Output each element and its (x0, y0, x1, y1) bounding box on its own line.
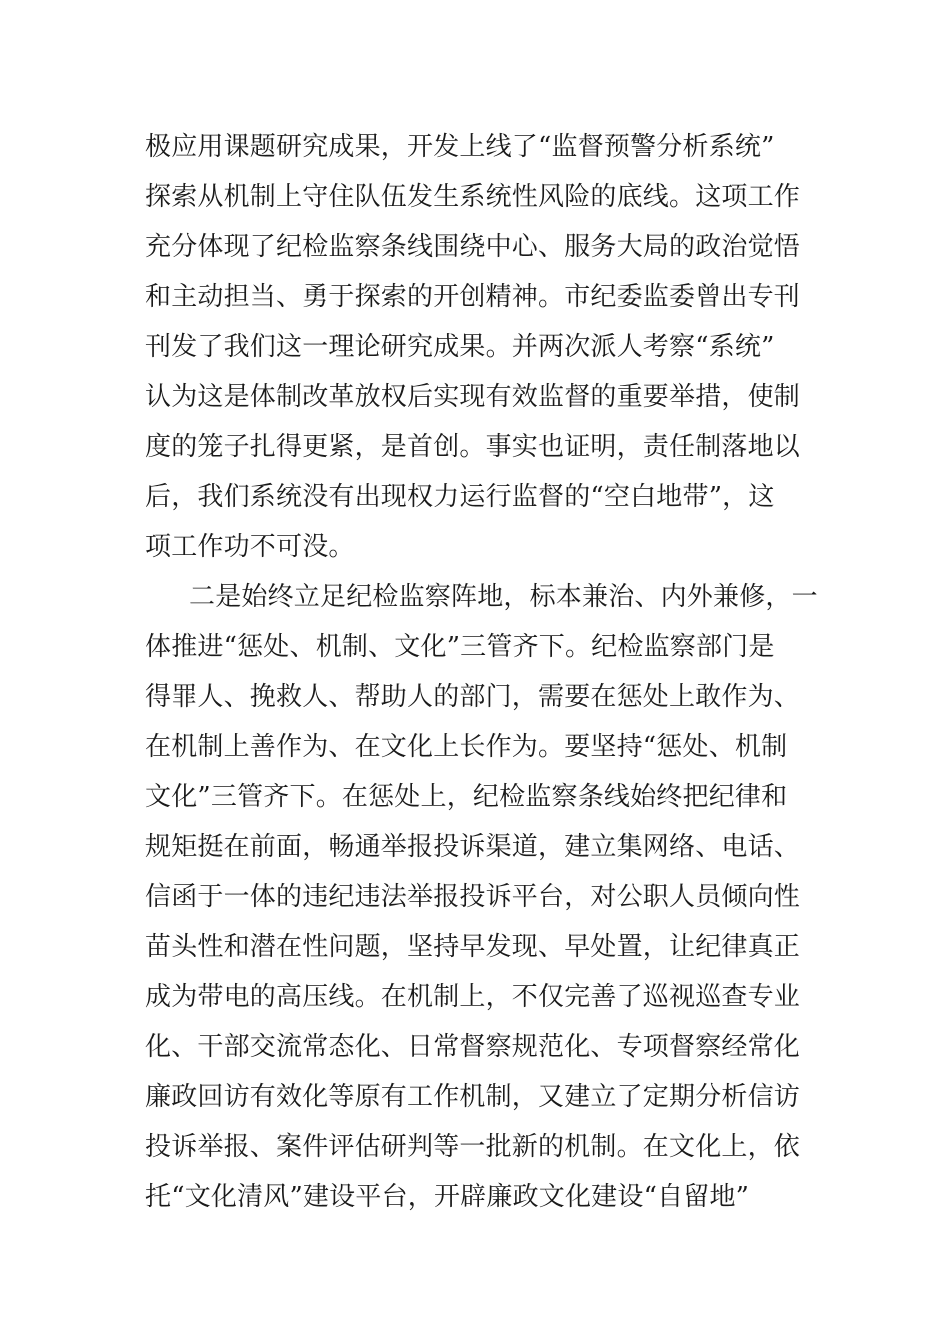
text-line: 文化”三管齐下。在惩处上，纪检监察条线始终把纪律和 (145, 782, 788, 812)
text-line: 体推进“惩处、机制、文化”三管齐下。纪检监察部门是 (145, 632, 775, 662)
text-line: 和主动担当、勇于探索的开创精神。市纪委监委曾出专刊 (145, 282, 801, 312)
text-line: 在机制上善作为、在文化上长作为。要坚持“惩处、机制 (145, 732, 788, 762)
text-line: 极应用课题研究成果，开发上线了“监督预警分析系统” (145, 132, 775, 162)
text-line: 规矩挺在前面，畅通举报投诉渠道，建立集网络、电话、 (145, 832, 801, 862)
text-line: 苗头性和潜在性问题，坚持早发现、早处置，让纪律真正 (145, 932, 801, 962)
text-line: 托“文化清风”建设平台，开辟廉政文化建设“自留地” (145, 1182, 750, 1212)
text-line: 项工作功不可没。 (145, 532, 355, 562)
text-line: 得罪人、挽救人、帮助人的部门，需要在惩处上敢作为、 (145, 682, 801, 712)
text-line: 充分体现了纪检监察条线围绕中心、服务大局的政治觉悟 (145, 232, 801, 262)
text-line: 后，我们系统没有出现权力运行监督的“空白地带”，这 (145, 482, 775, 512)
text-line: 廉政回访有效化等原有工作机制，又建立了定期分析信访 (145, 1082, 801, 1112)
text-line: 投诉举报、案件评估研判等一批新的机制。在文化上，依 (145, 1132, 801, 1162)
text-line: 刊发了我们这一理论研究成果。并两次派人考察“系统” (145, 332, 775, 362)
body-text (145, 122, 818, 1222)
text-line: 认为这是体制改革放权后实现有效监督的重要举措，使制 (145, 382, 801, 412)
paragraph-first-line: 二是始终立足纪检监察阵地，标本兼治、内外兼修，一 (189, 582, 818, 612)
text-line: 信函于一体的违纪违法举报投诉平台，对公职人员倾向性 (145, 882, 801, 912)
text-line: 度的笼子扎得更紧，是首创。事实也证明，责任制落地以 (145, 432, 801, 462)
text-line: 化、干部交流常态化、日常督察规范化、专项督察经常化 (145, 1032, 801, 1062)
text-line: 探索从机制上守住队伍发生系统性风险的底线。这项工作 (145, 182, 801, 212)
text-line: 成为带电的高压线。在机制上，不仅完善了巡视巡查专业 (145, 982, 801, 1012)
